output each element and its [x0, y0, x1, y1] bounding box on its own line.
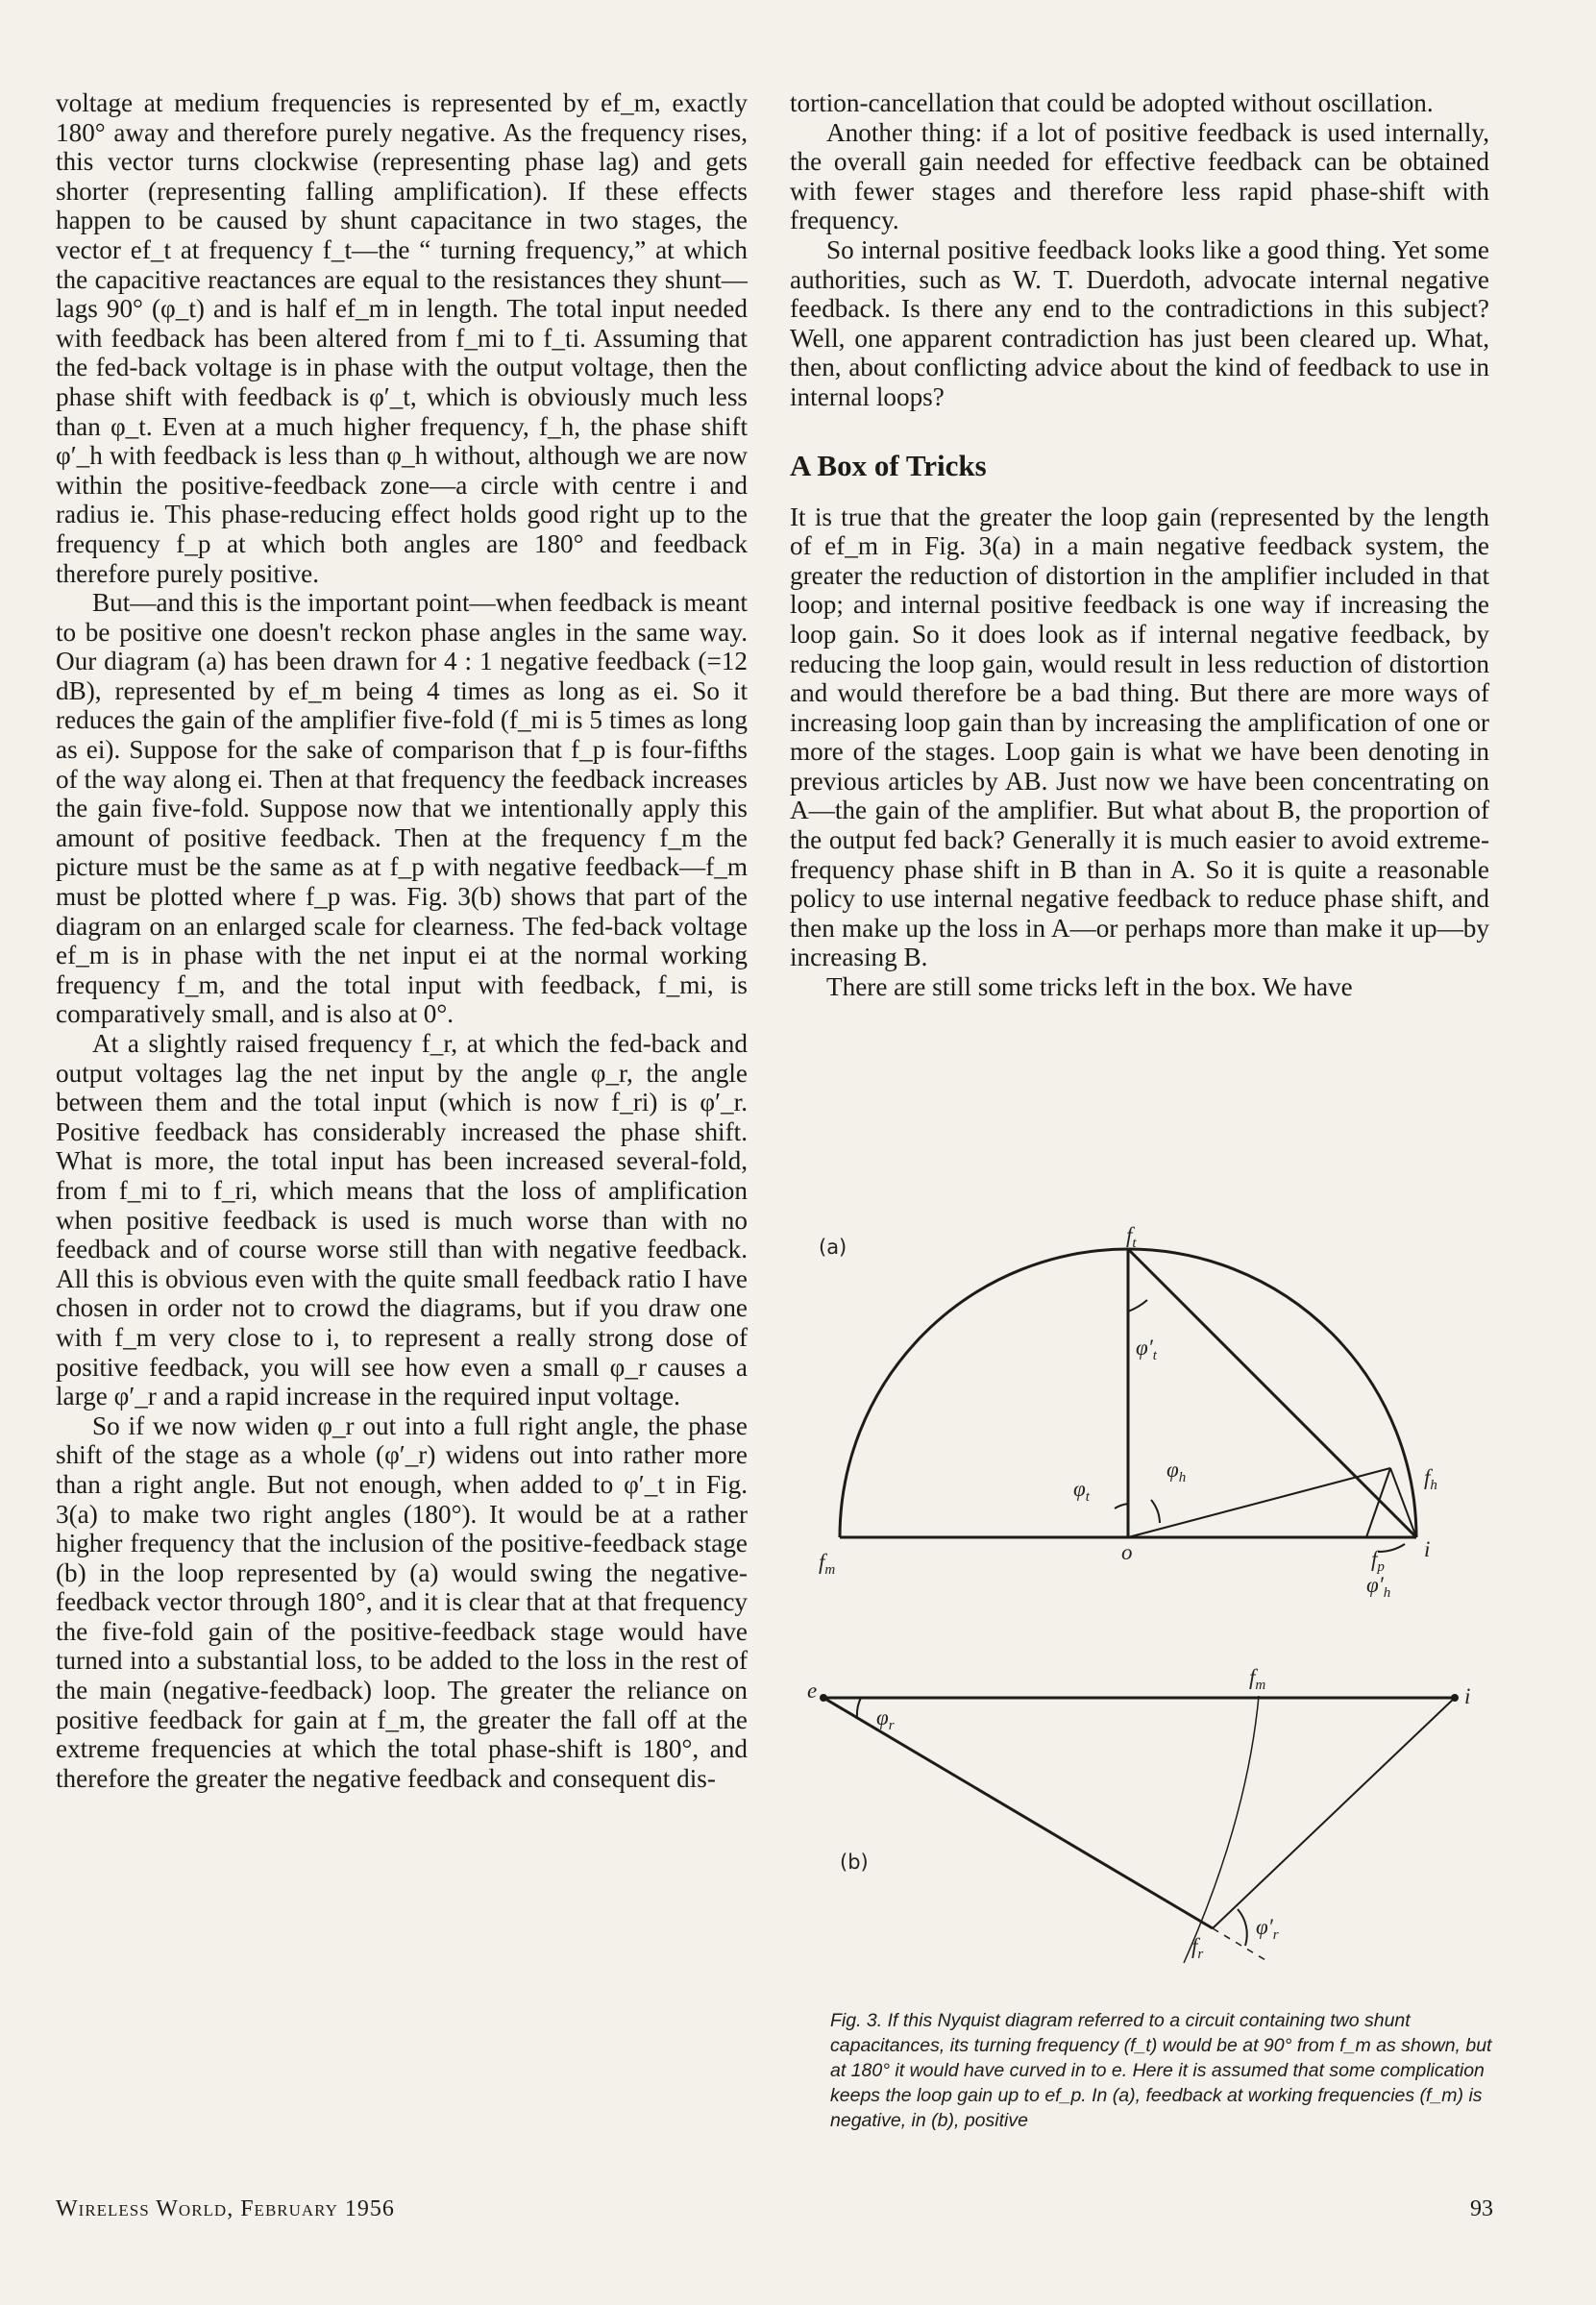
paragraph: There are still some tricks left in the box. We have	[826, 972, 1353, 1002]
fm-locus-curve	[1184, 1696, 1259, 1963]
page-number: 93	[1470, 2196, 1493, 2221]
paragraph: So internal positive feedback looks like a good thing. Yet some authorities, such as W. T. Duerdoth, advocate internal negative feedback. Is there any end to the contradictions in this subject? Well, one apparent contradiction has just been cleared up. What, then, about conflicting advice about the kind of feedback to use in internal loops?	[790, 234, 1489, 411]
angle-arc-phi-h-prime	[1378, 1544, 1405, 1552]
label-phi-h-prime: $\varphi'_h$	[1366, 1573, 1391, 1601]
label-phi-t: $\varphi_t$	[1073, 1477, 1090, 1505]
vector-fr-i	[1213, 1698, 1455, 1928]
paragraph: So if we now widen φ_r out into a full right angle, the phase shift of the stage as a whole (φ′_r) widens out into rather more than a right angle. But not enough, when added to φ′_t in Fig. 3(a) to make two right angles (180°). It would be at a rather higher frequency that the inclusion of the positive-feedback stage (b) in the loop represented by (a) would swing the negative-feedback vector through 180°, and it is clear that at that frequency the five-fold gain of the positive-feedback stage would have turned into a substantial loss, to be added to the loss in the rest of the main (negative-feedback) loop. The greater the reliance on positive feedback for gain at f_m, the greater the fall off at the extreme frequencies at which the total phase-shift is 180°, and therefore the greater the negative feedback and consequent dis-	[56, 1410, 748, 1793]
section-heading: A Box of Tricks	[790, 448, 987, 482]
panel-b-label: (b)	[840, 1851, 869, 1874]
label-fm-b: $f_m$	[1249, 1665, 1266, 1693]
label-e: e	[807, 1679, 818, 1703]
vector-e-fr	[823, 1698, 1213, 1928]
label-i-b: i	[1464, 1684, 1471, 1708]
paragraph: tortion-cancellation that could be adopted without oscillation.	[790, 88, 1434, 117]
label-phi-h: $\varphi_h$	[1166, 1458, 1187, 1485]
paragraph: But—and this is the important point—when feedback is meant to be positive one doesn't reckon phase angles in the same way. Our diagram (a) has been drawn for 4 : 1 negative feedback (=12 dB), represented by ef_m being 4 times as long as ei. So it reduces the gain of the amplifier five-fold (f_mi is 5 times as long as ei). Suppose for the sake of comparison that f_p is four-fifths of the way along ei. Then at that frequency the feedback increases the gain five-fold. Suppose now that we intentionally apply this amount of positive feedback. Then at the frequency f_m the picture must be the same as at f_p with negative feedback—f_m must be plotted where f_p was. Fig. 3(b) shows that part of the diagram on an enlarged scale for clearness. The fed-back voltage ef_m is in phase with the net input ei at the normal working frequency f_m, and the total input with feedback, f_mi, is comparatively small, and is also at 0°.	[56, 588, 748, 1029]
label-fr: $f_r$	[1191, 1934, 1204, 1962]
label-phi-r: $\varphi_r$	[876, 1705, 895, 1733]
label-phi-r-prime: $\varphi'_r$	[1256, 1915, 1279, 1943]
label-o: o	[1121, 1540, 1133, 1564]
paragraph: Another thing: if a lot of positive feedback is used internally, the overall gain needed for effective feedback can be obtained with fewer stages and therefore less rapid phase-shift with frequency.	[790, 117, 1489, 235]
nyquist-figure	[790, 1215, 1501, 1974]
paragraph: It is true that the greater the loop gain (represented by the length of ef_m in Fig. 3(a) in a main negative feedback system, the greater the reduction of distortion in the amplifier included in that loop; and internal positive feedback is one way if increasing the loop gain. So it does look as if internal negative feedback, by reducing the loop gain, would result in less reduction of distortion and would therefore be a bad thing. But there are more ways of increasing loop gain than by increasing the amplification of one or more of the stages. Loop gain is what we have been denoting in previous articles by AB. Just now we have been concentrating on A—the gain of the amplifier. But what about B, the proportion of the output fed back? Generally it is much easier to avoid extreme-frequency phase shift in B than in A. So it is quite a reasonable policy to use internal negative feedback to reduce phase shift, and then make up the loss in A—or perhaps more than make it up—by increasing B.	[790, 502, 1489, 972]
angle-arc-phi-t-prime	[1128, 1300, 1147, 1312]
angle-arc-phi-t	[1115, 1504, 1128, 1508]
vector-ft-i	[1128, 1249, 1416, 1537]
paragraph: At a slightly raised frequency f_r, at which the fed-back and output voltages lag the net input by the angle φ_r, the angle between them and the total input (which is now f_ri) is φ′_r. Positive feedback has considerably increased the phase shift. What is more, the total input has been increased several-fold, from f_mi to f_ri, which means that the loss of amplification when positive feedback is used is much worse than with no feedback and of course worse still than with negative feedback. All this is obvious even with the quite small feedback ratio I have chosen in order not to crowd the diagrams, but if you draw one with f_m very close to i, to represent a really strong dose of positive feedback, you will see how even a small φ_r causes a large φ′_r and a rapid increase in the required input voltage.	[56, 1029, 748, 1411]
label-ft: $f_t$	[1126, 1223, 1137, 1251]
paragraph: voltage at medium frequencies is represented by ef_m, exactly 180° away and therefore purely negative. As the frequency rises, this vector turns clockwise (representing phase lag) and gets shorter (representing falling amplification). If these effects happen to be caused by shunt capacitance in two stages, the vector ef_t at frequency f_t—the “ turning frequency,” at which the capacitive reactances are equal to the resistances they shunt—lags 90° (φ_t) and is half ef_m in length. The total input needed with feedback has been altered from f_mi to f_ti. Assuming that the fed-back voltage is in phase with the output voltage, then the phase shift with feedback is φ′_t, which is obviously much less than φ_t. Even at a much higher frequency, f_h, the phase shift φ′_h with feedback is less than φ_h without, although we are now within the positive-feedback zone—a circle with centre i and radius ie. This phase-reducing effect holds good right up to the frequency f_p at which both angles are 180° and feedback therefore purely positive.	[56, 88, 748, 588]
left-column	[56, 88, 748, 1793]
vector-fh-i	[1390, 1468, 1416, 1537]
point-i	[1451, 1694, 1459, 1702]
figure-caption: Fig. 3. If this Nyquist diagram referred to a circuit containing two shunt capacitances, its turning frequency (f_t) would be at 90° from f_m as shown, but at 180° it would have curved in to e. Here it is assumed that some complication keeps the loop gain up to ef_p. In (a), feedback at working frequencies (f_m) is negative, in (b), positive	[830, 2010, 1492, 2131]
angle-arc-phi-h	[1151, 1500, 1160, 1523]
angle-arc-phi-r-prime	[1238, 1909, 1247, 1946]
label-fh: $f_h$	[1424, 1465, 1437, 1493]
angle-arc-phi-r	[857, 1698, 861, 1717]
label-fp: $f_p$	[1371, 1547, 1385, 1575]
label-phi-t-prime: $\varphi'_t$	[1136, 1336, 1157, 1363]
label-i: i	[1424, 1537, 1431, 1561]
vector-fp	[1366, 1468, 1390, 1537]
point-e	[820, 1694, 827, 1702]
panel-a-label: (a)	[819, 1236, 847, 1259]
journal-footer: Wireless World, February 1956	[56, 2196, 395, 2221]
right-column	[790, 88, 1489, 1002]
nyquist-diagram	[790, 1215, 1501, 1974]
label-fm: $f_m$	[819, 1550, 836, 1578]
